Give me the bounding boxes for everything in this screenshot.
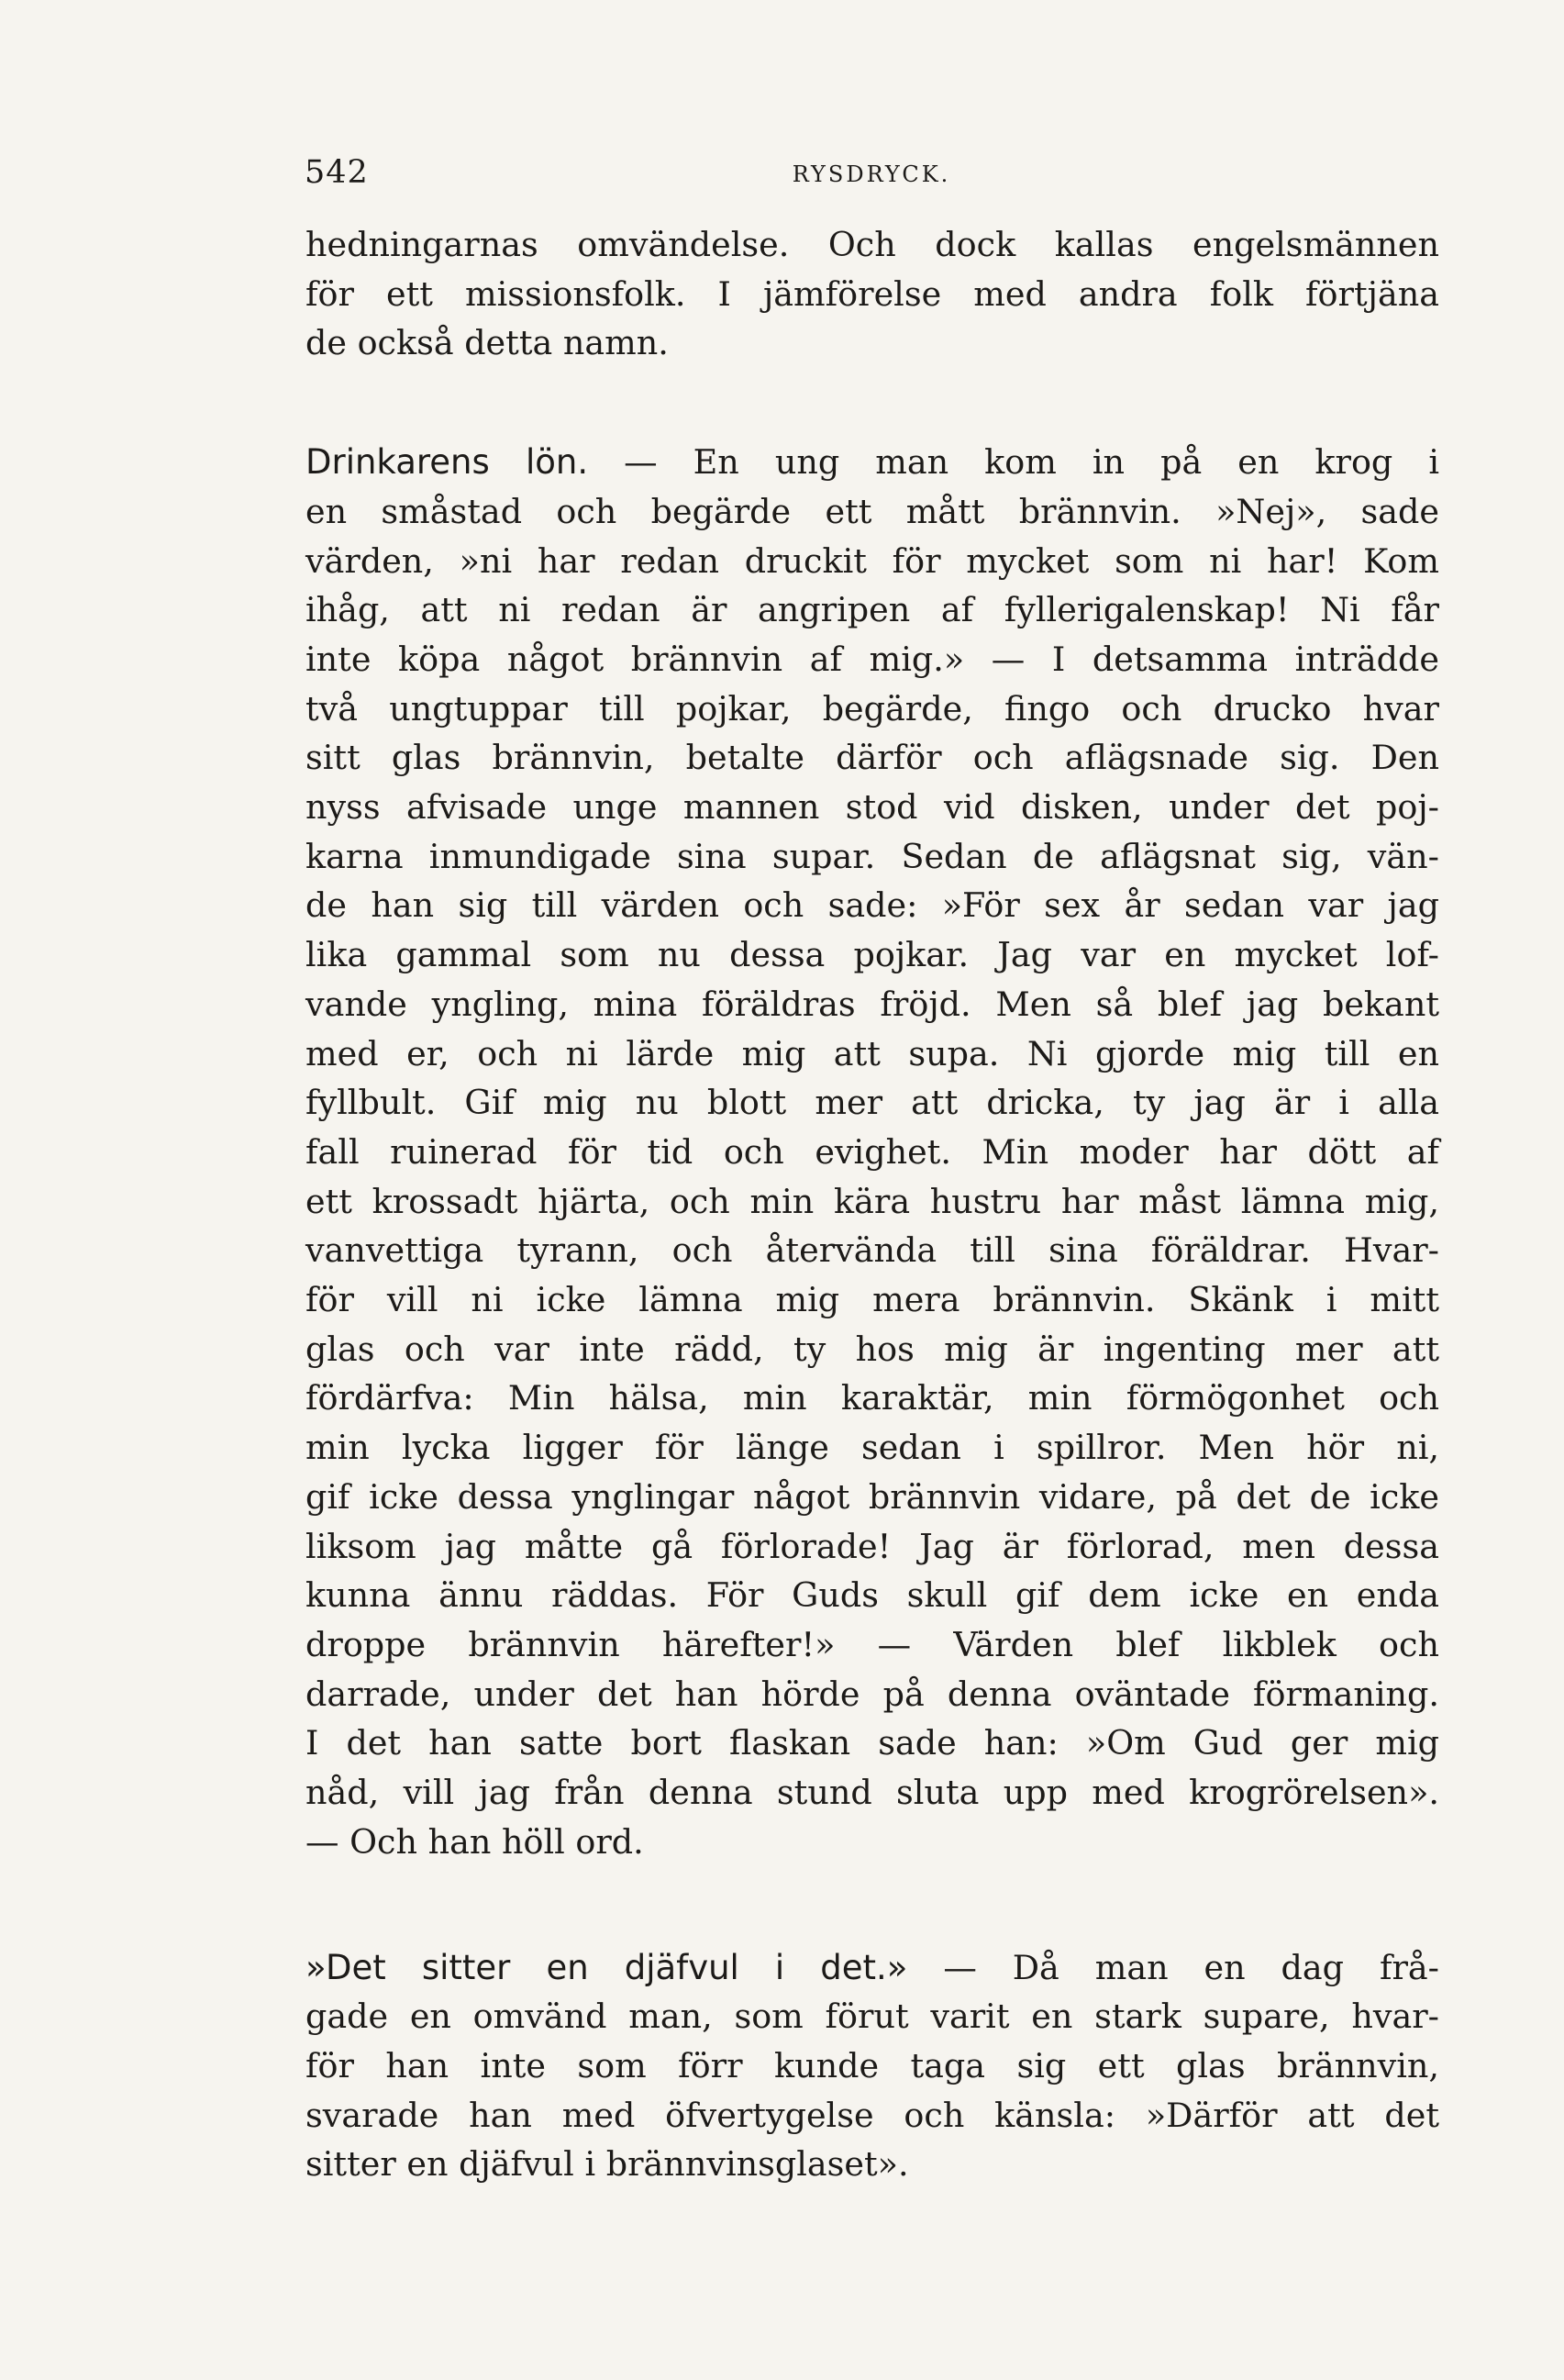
text-line: — Och han höll ord.: [305, 1821, 644, 1862]
text-line: de också detta namn.: [305, 323, 669, 363]
text-run: — En ung man kom in på en krog i: [588, 442, 1439, 483]
running-title: RYSDRYCK.: [792, 161, 951, 187]
text-line: för vill ni icke lämna mig mera brännvin. Skänk i mitt: [305, 1280, 1439, 1320]
text-line: värden, »ni har redan druckit för mycket som ni har! Kom: [305, 540, 1439, 581]
text-line: droppe brännvin härefter!» — Värden blef likblek och: [305, 1624, 1439, 1664]
text-line: fördärfva: Min hälsa, min karaktär, min förmögonhet och: [305, 1378, 1439, 1418]
text-line: [305, 1943, 1439, 1993]
text-line: nyss afvisade unge mannen stod vid disken, under det poj-: [305, 787, 1439, 828]
paragraph-drinkarens-lon: [305, 438, 1439, 1866]
text-line: I det han satte bort flaskan sade han: »Om Gud ger mig: [305, 1723, 1439, 1763]
body-text: [305, 220, 1439, 2189]
text-line: ett krossadt hjärta, och min kära hustru har måst lämna mig,: [305, 1181, 1439, 1221]
text-line: gif icke dessa ynglingar något brännvin vidare, på det de icke: [305, 1476, 1439, 1517]
text-line: sitter en djäfvul i brännvinsglaset».: [305, 2144, 909, 2185]
text-line: fyllbult. Gif mig nu blott mer att dricka, ty jag är i alla: [305, 1083, 1439, 1123]
text-line: karna inmundigade sina supar. Sedan de aflägsnat sig, vän-: [305, 836, 1439, 876]
text-line: glas och var inte rädd, ty hos mig är ingenting mer att: [305, 1329, 1439, 1369]
page-number: 542: [305, 154, 369, 191]
text-line: med er, och ni lärde mig att supa. Ni gjorde mig till en: [305, 1033, 1439, 1073]
text-run: — Då man en dag frå-: [907, 1947, 1440, 1987]
text-line: inte köpa något brännvin af mig.» — I detsamma inträdde: [305, 639, 1439, 679]
paragraph-intro: [305, 220, 1439, 368]
text-line: fall ruinerad för tid och evighet. Min moder har dött af: [305, 1131, 1439, 1172]
text-line: för ett missionsfolk. I jämförelse med andra folk förtjäna: [305, 273, 1439, 314]
text-line: ihåg, att ni redan är angripen af fyllerigalenskap! Ni får: [305, 590, 1439, 630]
text-line: sitt glas brännvin, betalte därför och aflägsnade sig. Den: [305, 738, 1439, 778]
text-line: två ungtuppar till pojkar, begärde, fingo och drucko hvar: [305, 688, 1439, 728]
page-header: [305, 147, 1438, 202]
text-line: för han inte som förr kunde taga sig ett glas brännvin,: [305, 2045, 1439, 2085]
text-line: hedningarnas omvändelse. Och dock kallas engelsmännen: [305, 225, 1439, 264]
text-line: darrade, under det han hörde på denna oväntade förmaning.: [305, 1674, 1439, 1714]
text-line: vanvettiga tyrann, och återvända till sina föräldrar. Hvar-: [305, 1230, 1439, 1271]
text-line: min lycka ligger för länge sedan i spillror. Men hör ni,: [305, 1428, 1439, 1468]
section-heading: »Det sitter en djäfvul i det.»: [305, 1947, 908, 1987]
text-line: [305, 438, 1439, 487]
paragraph-spacer: [305, 1867, 1439, 1943]
text-line: gade en omvänd man, som förut varit en stark supare, hvar-: [305, 1996, 1439, 2037]
text-line: de han sig till värden och sade: »För sex år sedan var jag: [305, 885, 1439, 926]
text-line: svarade han med öfvertygelse och känsla: »Därför att det: [305, 2095, 1439, 2135]
text-line: kunna ännu räddas. För Guds skull gif dem icke en enda: [305, 1575, 1439, 1616]
text-line: vande yngling, mina föräldras fröjd. Men så blef jag bekant: [305, 984, 1439, 1024]
text-line: en småstad och begärde ett mått brännvin. »Nej», sade: [305, 491, 1439, 531]
section-heading: Drinkarens lön.: [305, 442, 589, 483]
paragraph-spacer: [305, 368, 1439, 438]
text-line: nåd, vill jag från denna stund sluta upp med krogrörelsen».: [305, 1773, 1439, 1813]
text-line: liksom jag måtte gå förlorade! Jag är förlorad, men dessa: [305, 1526, 1439, 1566]
paragraph-djafvul: [305, 1943, 1439, 2190]
text-line: lika gammal som nu dessa pojkar. Jag var en mycket lof-: [305, 935, 1439, 975]
